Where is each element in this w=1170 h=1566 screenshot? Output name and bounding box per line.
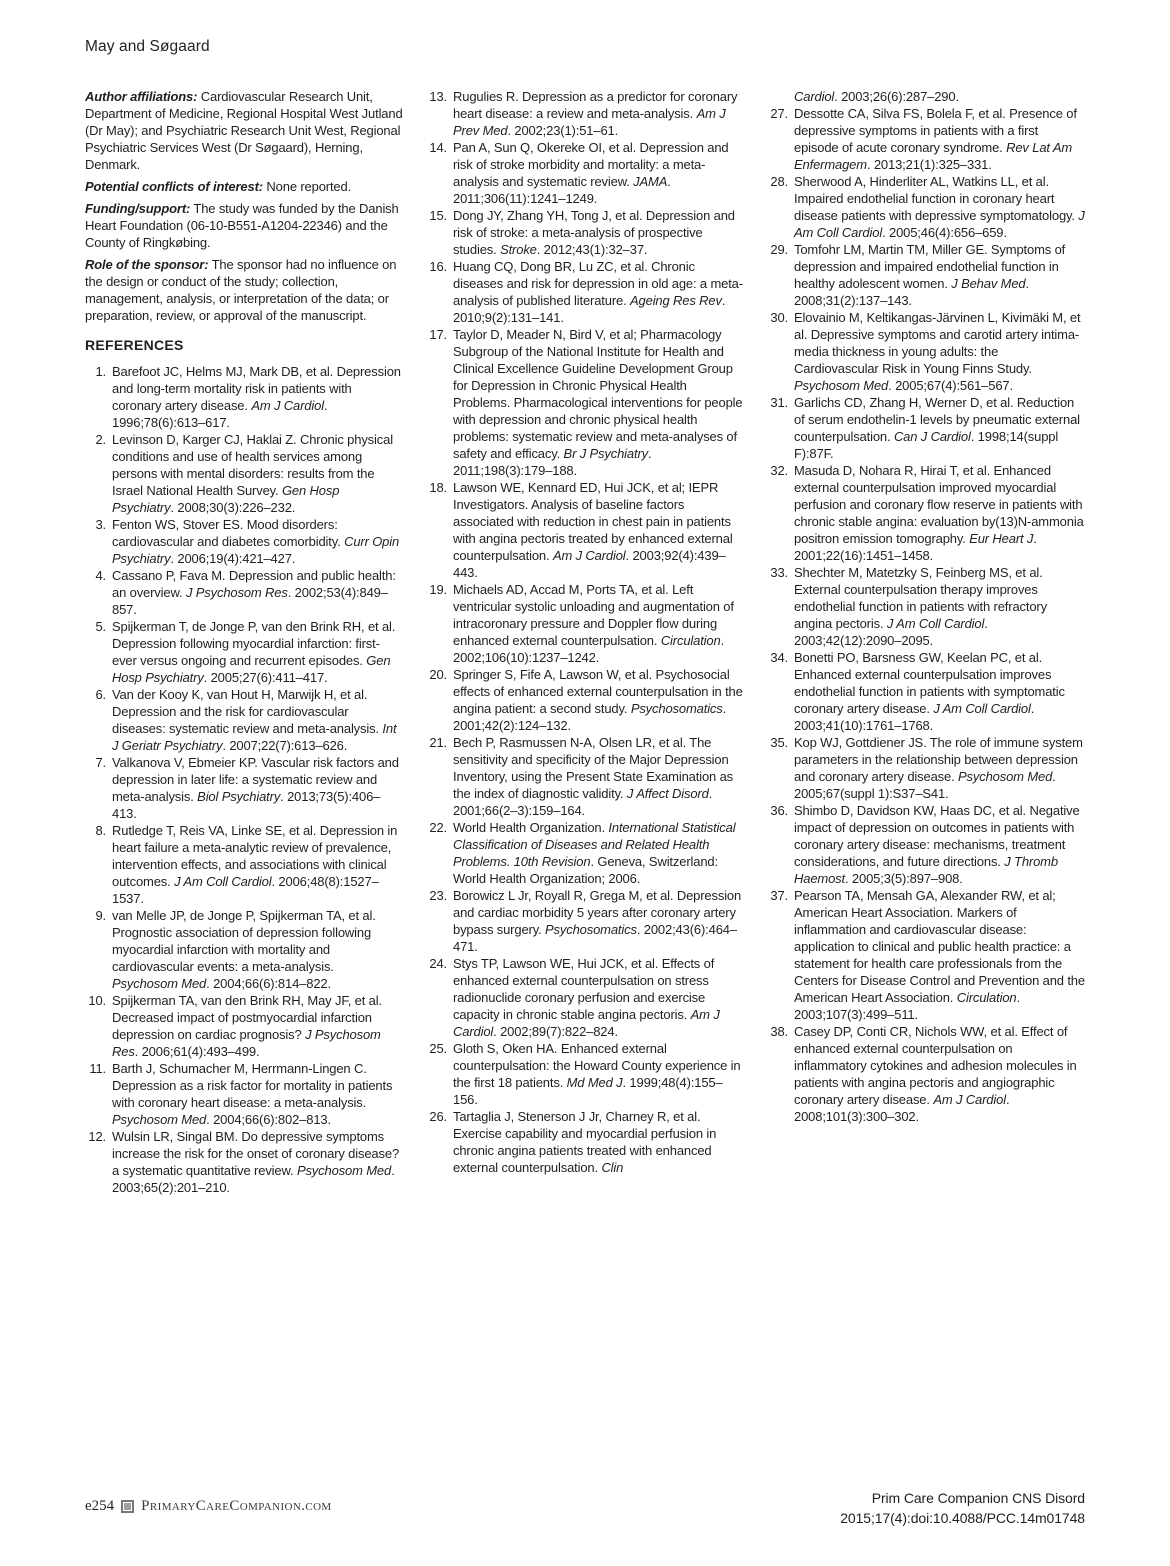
reference-text: Tomfohr LM, Martin TM, Miller GE. Symptoms of depression and impaired endothelial function in healthy adolescent women. J Behav Med. 2008;31(2):137–143. (794, 242, 1066, 308)
reference-text: Sherwood A, Hinderliter AL, Watkins LL, et al. Impaired endothelial function in coronary heart disease patients with depressive symptomatology. J Am Coll Cardiol. 2005;46(4):656–659. (794, 174, 1085, 240)
reference-number: 5. (95, 619, 106, 634)
reference-item (767, 309, 1085, 394)
reference-text: Gloth S, Oken HA. Enhanced external counterpulsation: the Howard County experience in the first 18 patients. Md Med J. 1999;48(4):155–156. (453, 1041, 741, 1107)
reference-item (426, 734, 744, 819)
reference-item (767, 105, 1085, 173)
footer-left (85, 1498, 332, 1515)
references-column-2 (426, 88, 744, 1176)
reference-number: 7. (95, 755, 106, 770)
reference-number: 22. (429, 820, 447, 835)
reference-text: Rutledge T, Reis VA, Linke SE, et al. Depression in heart failure a meta-analytic review of prevalence, intervention effects, and associations with clinical outcomes. J Am Coll Cardiol. 2006;48(8):1527–1537. (112, 823, 398, 906)
three-column-body (85, 88, 1085, 1196)
reference-text: Garlichs CD, Zhang H, Werner D, et al. Reduction of serum endothelin-1 levels by pneumatic external counterpulsation. Can J Cardiol. 1998;14(suppl F):87F. (794, 395, 1080, 461)
reference-number: 8. (95, 823, 106, 838)
reference-item (85, 907, 403, 992)
reference-item (85, 618, 403, 686)
reference-number: 18. (429, 480, 447, 495)
column-3 (767, 88, 1085, 1196)
reference-text: Dong JY, Zhang YH, Tong J, et al. Depression and risk of stroke: a meta-analysis of prospective studies. Stroke. 2012;43(1):32–37. (453, 208, 735, 257)
reference-number: 2. (95, 432, 106, 447)
reference-text: Masuda D, Nohara R, Hirai T, et al. Enhanced external counterpulsation improved myocardial perfusion and coronary flow reserve in patients with chronic stable angina: evaluation by(13)N-ammonia positron emission tomography. Eur Heart J. 2001;22(16):1451–1458. (794, 463, 1084, 563)
reference-number: 27. (770, 106, 788, 121)
reference-text: Valkanova V, Ebmeier KP. Vascular risk factors and depression in later life: a systematic review and meta-analysis. Biol Psychiatry. 2013;73(5):406–413. (112, 755, 399, 821)
reference-number: 35. (770, 735, 788, 750)
reference-text: Kop WJ, Gottdiener JS. The role of immune system parameters in the relationship between depression and coronary artery disease. Psychosom Med. 2005;67(suppl 1):S37–S41. (794, 735, 1083, 801)
reference-number: 9. (95, 908, 106, 923)
reference-number: 33. (770, 565, 788, 580)
front-matter-paragraph: Author affiliations: Cardiovascular Research Unit, Department of Medicine, Regional Hospital West Jutland (Dr May); and Psychiatric Research Unit West, Regional Psychiatric Services West (Dr Søgaard), Herning, Denmark. (85, 89, 403, 172)
reference-text: Barefoot JC, Helms MJ, Mark DB, et al. Depression and long-term mortality risk in patients with coronary artery disease. Am J Cardiol. 1996;78(6):613–617. (112, 364, 401, 430)
references-column-1 (85, 363, 403, 1196)
reference-item (85, 567, 403, 618)
reference-text: Van der Kooy K, van Hout H, Marwijk H, et al. Depression and the risk for cardiovascular diseases: systematic review and meta-analysis. Int J Geriatr Psychiatry. 2007;22(7):613–626. (112, 687, 397, 753)
journal-logo-icon (123, 1502, 132, 1511)
front-matter-paragraph: Potential conflicts of interest: None reported. (85, 179, 352, 194)
column-1 (85, 88, 403, 1196)
reference-number: 30. (770, 310, 788, 325)
reference-number: 34. (770, 650, 788, 665)
reference-item (767, 649, 1085, 734)
reference-text: Springer S, Fife A, Lawson W, et al. Psychosocial effects of enhanced external counterpulsation in the angina patient: a second study. Psychosomatics. 2001;42(2):124–132. (453, 667, 743, 733)
reference-number: 24. (429, 956, 447, 971)
reference-item (426, 88, 744, 139)
reference-text: Shechter M, Matetzky S, Feinberg MS, et al. External counterpulsation therapy improves endothelial function in patients with refractory angina pectoris. J Am Coll Cardiol. 2003;42(12):2090–2095. (794, 565, 1047, 648)
reference-item (767, 887, 1085, 1023)
reference-text: Cardiol. 2003;26(6):287–290. (794, 89, 959, 104)
running-head: May and Søgaard (85, 38, 210, 55)
page-footer (85, 1488, 1085, 1528)
page-number: e254 (85, 1498, 115, 1514)
reference-text: Michaels AD, Accad M, Ports TA, et al. Left ventricular systolic unloading and augmentation of intracoronary pressure and Doppler flow during enhanced external counterpulsation. Circulation. 2002;106(10):1237–1242. (453, 582, 734, 665)
reference-number: 19. (429, 582, 447, 597)
reference-number: 14. (429, 140, 447, 155)
reference-item (426, 666, 744, 734)
reference-number: 32. (770, 463, 788, 478)
reference-item (426, 887, 744, 955)
reference-item (85, 822, 403, 907)
reference-text: Lawson WE, Kennard ED, Hui JCK, et al; IEPR Investigators. Analysis of baseline factors associated with reduction in chest pain in patients with angina pectoris treated by enhanced external counterpulsation. Am J Cardiol. 2003;92(4):439–443. (453, 480, 733, 580)
reference-number: 16. (429, 259, 447, 274)
reference-item (426, 326, 744, 479)
reference-item (85, 686, 403, 754)
reference-item (85, 1128, 403, 1196)
reference-number: 21. (429, 735, 447, 750)
reference-number: 38. (770, 1024, 788, 1039)
journal-citation-name: Prim Care Companion CNS Disord (871, 1490, 1085, 1506)
reference-text: Fenton WS, Stover ES. Mood disorders: cardiovascular and diabetes comorbidity. Curr Opin Psychiatry. 2006;19(4):421–427. (112, 517, 400, 566)
reference-text: Stys TP, Lawson WE, Hui JCK, et al. Effects of enhanced external counterpulsation on stress radionuclide coronary perfusion and exercise capacity in chronic stable angina pectoris. Am J Cardiol. 2002;89(7):822–824. (453, 956, 720, 1039)
reference-item (767, 394, 1085, 462)
reference-number: 6. (95, 687, 106, 702)
reference-item (85, 363, 403, 431)
journal-citation-doi: 2015;17(4):doi:10.4088/PCC.14m01748 (840, 1510, 1085, 1526)
reference-text: van Melle JP, de Jonge P, Spijkerman TA, et al. Prognostic association of depression following myocardial infarction with mortality and cardiovascular events: a meta-analysis. Psychosom Med. 2004;66(6):814–822. (112, 908, 376, 991)
front-matter-paragraph: Role of the sponsor: The sponsor had no influence on the design or conduct of the study; collection, management, analysis, or interpretation of the data; or preparation, review, or approval of the manuscript. (85, 257, 397, 323)
front-matter-label: Role of the sponsor: (85, 257, 209, 272)
reference-item (85, 516, 403, 567)
reference-item (767, 241, 1085, 309)
reference-text: Bech P, Rasmussen N-A, Olsen LR, et al. The sensitivity and specificity of the Major Depression Inventory, using the Present State Examination as the index of diagnostic validity. J Affect Disord. 2001;66(2–3):159–164. (453, 735, 734, 818)
reference-text: Spijkerman T, de Jonge P, van den Brink RH, et al. Depression following myocardial infarction: first-ever versus ongoing and recurrent episodes. Gen Hosp Psychiatry. 2005;27(6):411–417. (112, 619, 396, 685)
reference-number: 26. (429, 1109, 447, 1124)
reference-item (426, 1040, 744, 1108)
column-2 (426, 88, 744, 1196)
footer-right (840, 1488, 1085, 1528)
reference-item (426, 955, 744, 1040)
reference-number: 37. (770, 888, 788, 903)
reference-number: 31. (770, 395, 788, 410)
reference-text: Elovainio M, Keltikangas-Järvinen L, Kivimäki M, et al. Depressive symptoms and carotid artery intima-media thickness in young adults: the Cardiovascular Risk in Young Finns Study. Psychosom Med. 2005;67(4):561–567. (794, 310, 1081, 393)
reference-number: 12. (88, 1129, 106, 1144)
reference-text: Bonetti PO, Barsness GW, Keelan PC, et al. Enhanced external counterpulsation improves endothelial function in patients with symptomatic coronary artery disease. J Am Coll Cardiol. 2003;41(10):1761–1768. (794, 650, 1065, 733)
reference-text: Cassano P, Fava M. Depression and public health: an overview. J Psychosom Res. 2002;53(4):849–857. (112, 568, 396, 617)
references-heading: REFERENCES (85, 337, 184, 353)
reference-item (85, 1060, 403, 1128)
reference-text: Rugulies R. Depression as a predictor for coronary heart disease: a review and meta-analysis. Am J Prev Med. 2002;23(1):51–61. (453, 89, 738, 138)
reference-number: 10. (88, 993, 106, 1008)
reference-number: 1. (95, 364, 106, 379)
reference-text: Spijkerman TA, van den Brink RH, May JF, et al. Decreased impact of postmyocardial infarction depression on cardiac prognosis? J Psychosom Res. 2006;61(4):493–499. (112, 993, 382, 1059)
reference-item (426, 819, 744, 887)
reference-text: Tartaglia J, Stenerson J Jr, Charney R, et al. Exercise capability and myocardial perfusion in chronic angina patients treated with enhanced external counterpulsation. Clin (453, 1109, 717, 1175)
reference-number: 20. (429, 667, 447, 682)
reference-item (426, 258, 744, 326)
reference-item (426, 479, 744, 581)
reference-text: Taylor D, Meader N, Bird V, et al; Pharmacology Subgroup of the National Institute for Health and Clinical Excellence Guideline Development Group for Depression in Chronic Physical Health Problems. Pharmacological interventions for people with depression and chronic physical health problems: systematic review and meta-analyses of safety and efficacy. Br J Psychiatry. 2011;198(3):179–188. (453, 327, 743, 478)
reference-number: 23. (429, 888, 447, 903)
reference-item (426, 139, 744, 207)
reference-number: 3. (95, 517, 106, 532)
reference-item (767, 734, 1085, 802)
front-matter-section (85, 88, 403, 324)
reference-number: 17. (429, 327, 447, 342)
reference-number: 13. (429, 89, 447, 104)
reference-item (426, 207, 744, 258)
reference-item (767, 564, 1085, 649)
reference-item (767, 1023, 1085, 1125)
reference-item-continuation (767, 88, 1085, 105)
reference-number: 25. (429, 1041, 447, 1056)
reference-item (426, 581, 744, 666)
reference-number: 15. (429, 208, 447, 223)
reference-number: 29. (770, 242, 788, 257)
reference-text: Pan A, Sun Q, Okereke OI, et al. Depression and risk of stroke morbidity and mortality: a meta-analysis and systematic review. JAMA. 2011;306(11):1241–1249. (453, 140, 729, 206)
reference-item (767, 462, 1085, 564)
reference-number: 36. (770, 803, 788, 818)
reference-text: Wulsin LR, Singal BM. Do depressive symptoms increase the risk for the onset of coronary disease? a systematic quantitative review. Psychosom Med. 2003;65(2):201–210. (112, 1129, 400, 1195)
reference-text: Barth J, Schumacher M, Herrmann-Lingen C. Depression as a risk factor for mortality in patients with coronary heart disease: a meta-analysis. Psychosom Med. 2004;66(6):802–813. (112, 1061, 393, 1127)
front-matter-paragraph: Funding/support: The study was funded by the Danish Heart Foundation (06-10-B551-A1204-22346) and the County of Ringkøbing. (85, 201, 399, 250)
references-column-3 (767, 88, 1085, 1125)
reference-text: Casey DP, Conti CR, Nichols WW, et al. Effect of enhanced external counterpulsation on inflammatory cytokines and adhesion molecules in patients with angina pectoris and angiographic coronary artery disease. Am J Cardiol. 2008;101(3):300–302. (794, 1024, 1077, 1124)
reference-text: Levinson D, Karger CJ, Haklai Z. Chronic physical conditions and use of health services among persons with mental disorders: results from the Israel National Health Survey. Gen Hosp Psychiatry. 2008;30(3):226–232. (112, 432, 393, 515)
reference-number: 28. (770, 174, 788, 189)
reference-item (85, 754, 403, 822)
front-matter-label: Author affiliations: (85, 89, 198, 104)
reference-item (85, 431, 403, 516)
reference-item (426, 1108, 744, 1176)
reference-number: 11. (89, 1061, 106, 1076)
reference-item (767, 173, 1085, 241)
reference-text: Borowicz L Jr, Royall R, Grega M, et al. Depression and cardiac morbidity 5 years after coronary artery bypass surgery. Psychosomatics. 2002;43(6):464–471. (453, 888, 742, 954)
reference-text: Huang CQ, Dong BR, Lu ZC, et al. Chronic diseases and risk for depression in old age: a meta-analysis of published literature. Ageing Res Rev. 2010;9(2):131–141. (453, 259, 743, 325)
reference-item (85, 992, 403, 1060)
journal-website: PrimaryCareCompanion.com (141, 1498, 332, 1514)
reference-number: 4. (95, 568, 106, 583)
reference-text: Shimbo D, Davidson KW, Haas DC, et al. Negative impact of depression on outcomes in patients with coronary artery disease: mechanisms, treatment considerations, and future directions. J Thromb Haemost. 2005;3(5):897–908. (794, 803, 1080, 886)
reference-text: Pearson TA, Mensah GA, Alexander RW, et al; American Heart Association. Markers of inflammation and cardiovascular disease: application to clinical and public health practice: a statement for health care professionals from the Centers for Disease Control and Prevention and the American Heart Association. Circulation. 2003;107(3):499–511. (794, 888, 1085, 1022)
front-matter-label: Funding/support: (85, 201, 191, 216)
reference-item (767, 802, 1085, 887)
reference-text: Dessotte CA, Silva FS, Bolela F, et al. Presence of depressive symptoms in patients with a first episode of acute coronary syndrome. Rev Lat Am Enfermagem. 2013;21(1):325–331. (794, 106, 1077, 172)
front-matter-label: Potential conflicts of interest: (85, 179, 263, 194)
reference-text: World Health Organization. International Statistical Classification of Diseases and Related Health Problems. 10th Revision. Geneva, Switzerland: World Health Organization; 2006. (453, 820, 736, 886)
